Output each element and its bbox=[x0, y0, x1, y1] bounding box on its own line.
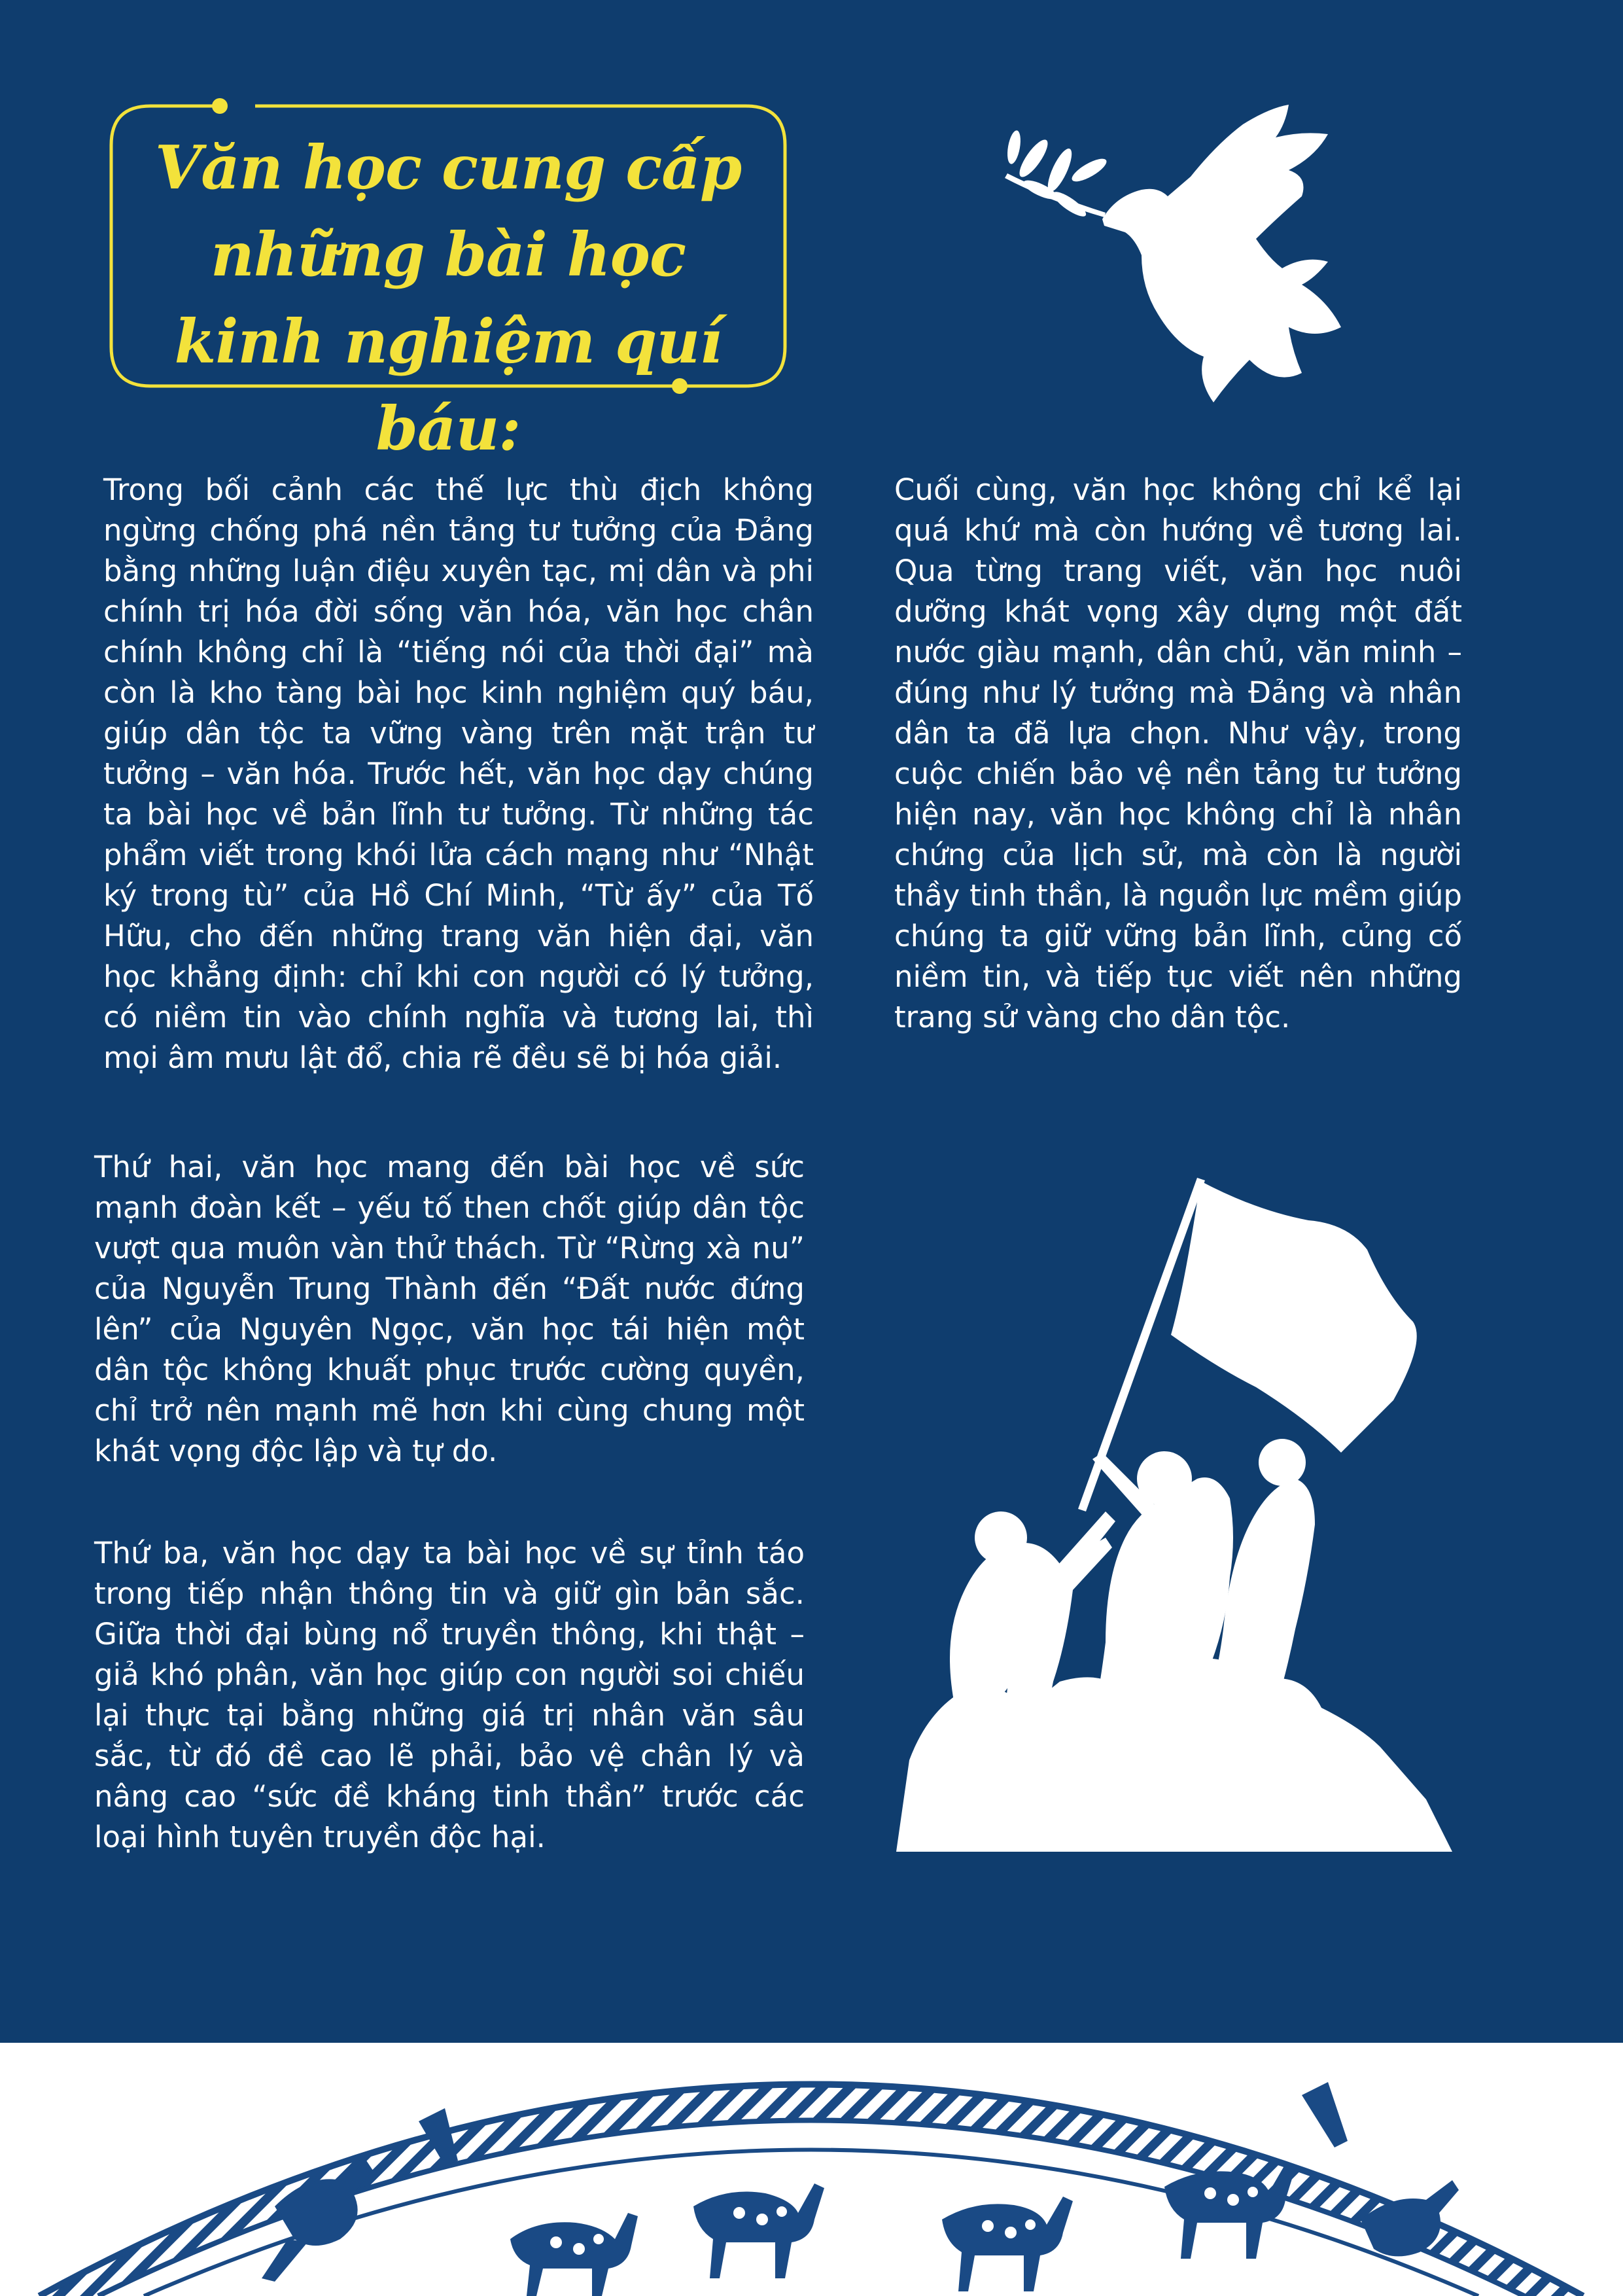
paragraph-2: Thứ hai, văn học mang đến bài học về sức mạnh đoàn kết – yếu tố then chốt giúp dân tộc vượt qua muôn vàn thử thách. Từ “Rừng xà nu” của Nguyễn Trung Thành đến “Đất nước đứng lên” của Nguyên Ngọc, văn học tái hiện một dân tộc không khuất phục trước cường quyền, chỉ trở nên mạnh mẽ hơn khi cùng chung một khát vọng độc lập và tự do. bbox=[94, 1150, 805, 1468]
bronze-drum-pattern-band bbox=[0, 2043, 1623, 2296]
paragraph-1: Trong bối cảnh các thế lực thù địch không ngừng chống phá nền tảng tư tưởng của Đảng bằng những luận điệu xuyên tạc, mị dân và phi chính trị hóa đời sống văn hóa, văn học chân chính không chỉ là “tiếng nói của thời đại” mà còn là kho tàng bài học kinh nghiệm quý báu, giúp dân tộc ta vững vàng trên mặt trận tư tưởng – văn hóa. Trước hết, văn học dạy chúng ta bài học về bản lĩnh tư tưởng. Từ những tác phẩm viết trong khói lửa cách mạng như “Nhật ký trong tù” của Hồ Chí Minh, “Từ ấy” của Tố Hữu, cho đến những trang văn hiện đại, văn học khẳng định: chỉ khi con người có lý tưởng, có niềm tin vào chính nghĩa và tương lai, thì mọi âm mưu lật đổ, chia rẽ đều sẽ bị hóa giải. bbox=[103, 472, 814, 1075]
paragraph-3: Thứ ba, văn học dạy ta bài học về sự tỉnh táo trong tiếp nhận thông tin và giữ gìn bản sắc. Giữa thời đại bùng nổ truyền thông, khi thật – giả khó phân, văn học giúp con người soi chiếu lại thực tại bằng những giá trị nhân văn sâu sắc, từ đó đề cao lẽ phải, bảo vệ chân lý và nâng cao “sức đề kháng tinh thần” trước các loại hình tuyên truyền độc hại. bbox=[94, 1536, 805, 1854]
callout-title: Văn học cung cấp những bài học kinh nghiệm quí báu: bbox=[154, 132, 742, 464]
dove-with-olive-branch-icon bbox=[994, 98, 1361, 406]
paragraph-4: Cuối cùng, văn học không chỉ kể lại quá khứ mà còn hướng về tương lai. Qua từng trang viết, văn học nuôi dưỡng khát vọng xây dựng một đất nước giàu mạnh, dân chủ, văn minh – đúng như lý tưởng mà Đảng và nhân dân ta đã lựa chọn. Như vậy, trong cuộc chiến bảo vệ nền tảng tư tưởng hiện nay, văn học không chỉ là nhân chứng của lịch sử, mà còn là người thầy tinh thần, là nguồn lực mềm giúp chúng ta giữ vững bản lĩnh, củng cố niềm tin, và tiếp tục viết nên những trang sử vàng cho dân tộc. bbox=[894, 472, 1462, 1034]
soldiers-raising-flag-silhouette bbox=[890, 1171, 1459, 1858]
title-callout bbox=[105, 98, 792, 464]
bronze-drum-pattern bbox=[0, 2043, 1623, 2296]
